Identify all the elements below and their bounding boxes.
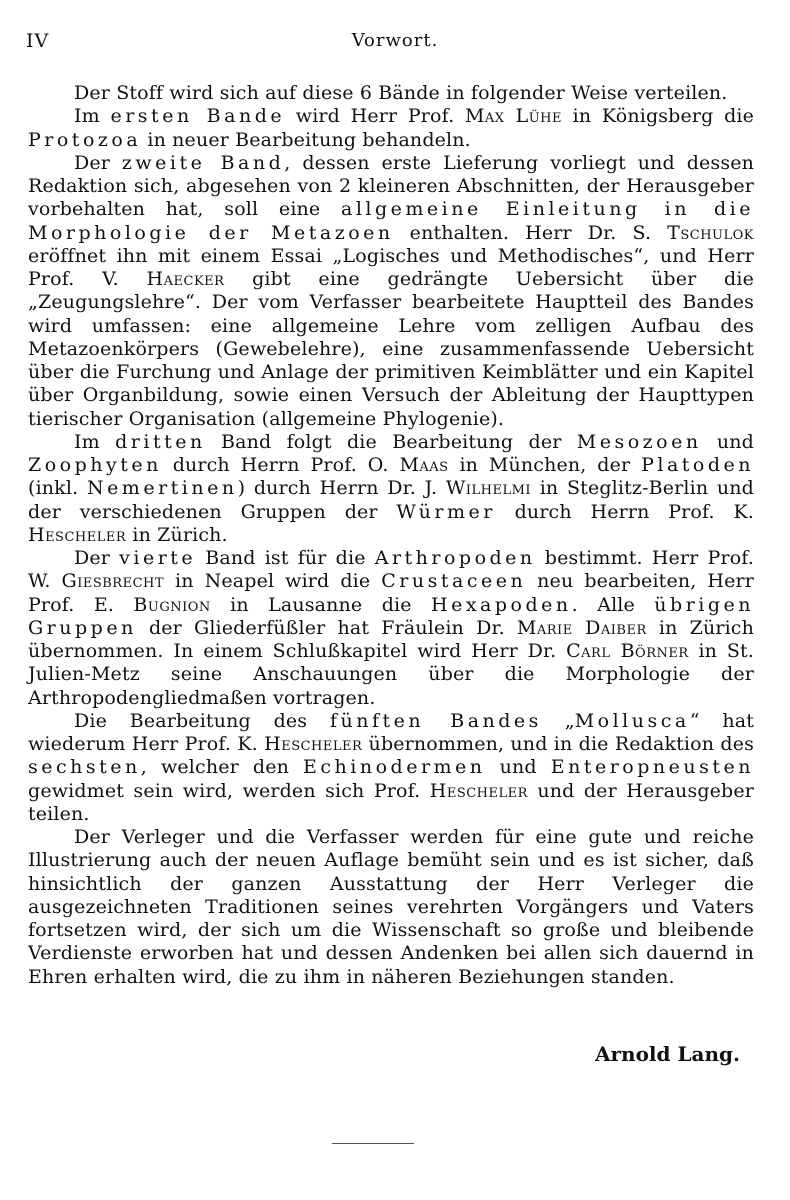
paragraph-fifth-sixth-volume: Die Bearbeitung des fünften Bandes „Mollusca“ hat wiederum Herr Prof. K. Hescheler übernommen, und in die Redaktion des sechsten, welcher den Echinodermen und Enteropneusten gewidmet sein wird, werden sich Prof. Hescheler und der Herausgeber teilen. [28,709,755,825]
paragraph-second-volume: Der zweite Band, dessen erste Lieferung vorliegt und dessen Redaktion sich, abgesehen von 2 kleineren Abschnitten, der Herausgeber vorbehalten hat, soll eine allgemeine Einleitung in die Morphologie der Metazoen enthalten. Herr Dr. S. Tschulok eröffnet ihn mit einem Essai „Logisches und Methodisches“, und Herr Prof. V. Haecker gibt eine gedrängte Uebersicht über die „Zeugungslehre“. Der vom Verfasser bearbeitete Hauptteil des Bandes wird umfassen: eine allgemeine Lehre vom zelligen Aufbau des Metazoenkörpers (Gewebelehre), eine zusammenfassende Uebersicht über die Furchung und Anlage der primitiven Keimblätter und ein Kapitel über Organbildung, sowie einen Versuch der Ableitung der Haupttypen tierischer Organisation (allgemeine Phylogenie). [28,151,755,430]
page-number: IV [26,30,50,52]
preface-body [28,82,754,989]
running-head: Vorwort. [351,30,439,51]
paragraph-fourth-volume: Der vierte Band ist für die Arthropoden bestimmt. Herr Prof. W. Giesbrecht in Neapel wird die Crustaceen neu bearbeiten, Herr Prof. E. Bugnion in Lausanne die Hexapoden. Alle übrigen Gruppen der Gliederfüßler hat Fräulein Dr. Marie Daiber in Zürich übernommen. In einem Schlußkapitel wird Herr Dr. Carl Börner in St. Julien-Metz seine Anschauungen über die Morphologie der Arthropodengliedmaßen vortragen. [28,547,754,709]
author-signature: Arnold Lang. [595,1042,740,1066]
paragraph-first-volume: Im ersten Bande wird Herr Prof. Max Lühe in Königsberg die Protozoa in neuer Bearbeitung behandeln. [28,105,754,151]
page-header [26,30,764,56]
paragraph-intro: Der Stoff wird sich auf diese 6 Bände in folgender Weise verteilen. [74,82,728,104]
closing-rule [332,1143,414,1144]
paragraph-publisher: Der Verleger und die Verfasser werden für eine gute und reiche Illustrierung auch der neuen Auflage bemüht sein und es ist sicher, daß hinsichtlich der ganzen Ausstattung der Herr Verleger die ausgezeichneten Traditionen seines verehrten Vorgängers und Vaters fortsetzen wird, der sich um die Wissenschaft so große und bleibende Verdienste erworben hat und dessen Andenken bei allen sich dauernd in Ehren erhalten wird, die zu ihm in näheren Beziehungen standen. [28,826,754,988]
paragraph-third-volume: Im dritten Band folgt die Bearbeitung der Mesozoen und Zoophyten durch Herrn Prof. O. Maas in München, der Platoden (inkl. Nemertinen) durch Herrn Dr. J. Wilhelmi in Steglitz-Berlin und der verschiedenen Gruppen der Würmer durch Herrn Prof. K. Hescheler in Zürich. [28,430,754,546]
